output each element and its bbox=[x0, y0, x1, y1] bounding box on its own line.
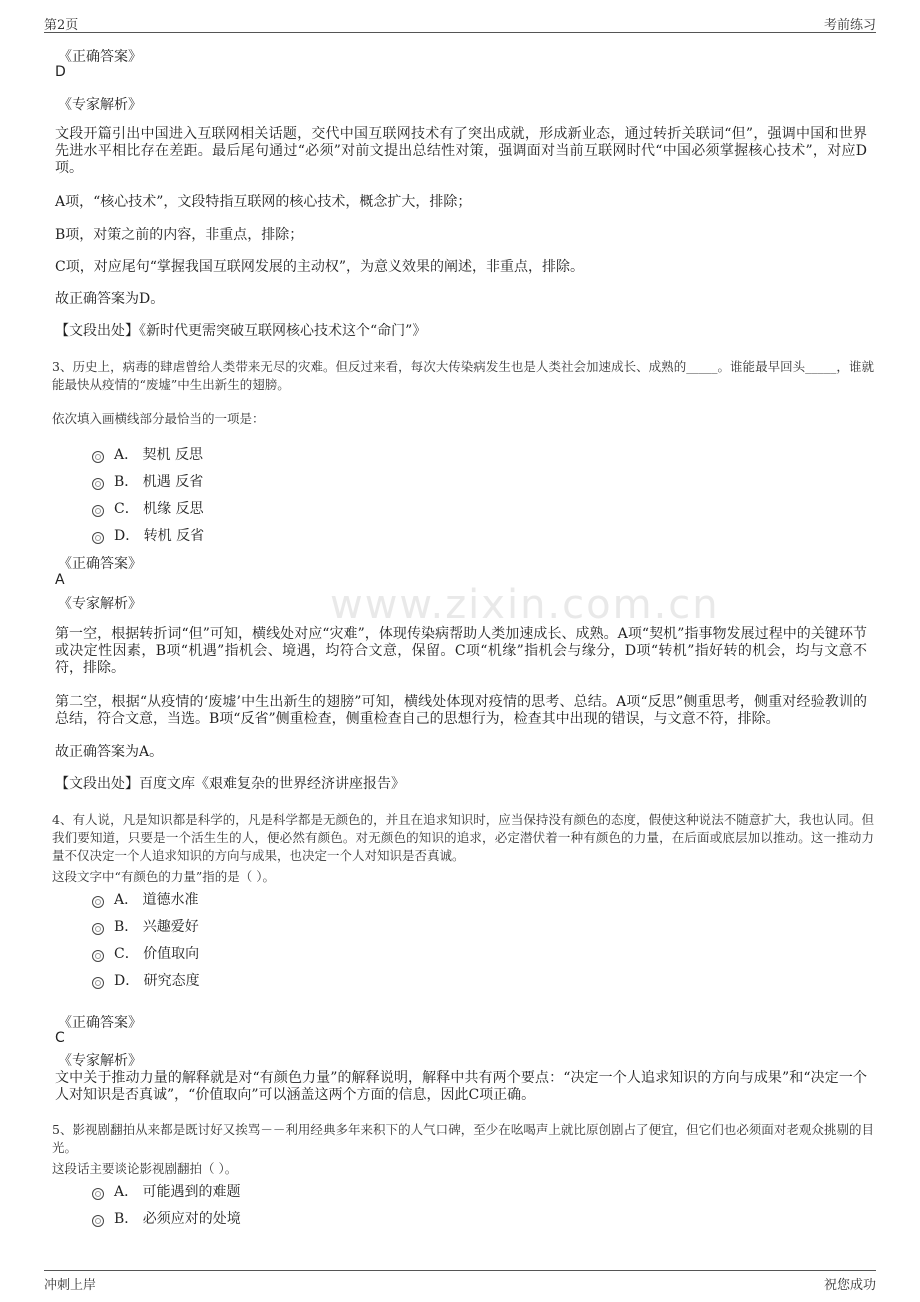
option-label: B． 必须应对的处境 bbox=[114, 1211, 241, 1227]
analysis-label: 《专家解析》 bbox=[58, 1053, 142, 1069]
source-citation: 【文段出处】《新时代更需突破互联网核心技术这个“命门”》 bbox=[55, 323, 427, 339]
option-b[interactable] bbox=[92, 471, 203, 491]
radio-icon[interactable] bbox=[92, 478, 104, 490]
option-d[interactable] bbox=[92, 525, 204, 545]
footer-right: 祝您成功 bbox=[823, 1278, 876, 1293]
radio-icon[interactable] bbox=[92, 532, 104, 544]
option-c[interactable] bbox=[92, 498, 204, 518]
option-a[interactable] bbox=[92, 1181, 241, 1201]
radio-icon[interactable] bbox=[92, 977, 104, 989]
radio-icon[interactable] bbox=[92, 451, 104, 463]
footer-left: 冲刺上岸 bbox=[44, 1278, 97, 1293]
option-b[interactable] bbox=[92, 916, 199, 936]
analysis-paragraph: 文段开篇引出中国进入互联网相关话题，交代中国互联网技术有了突出成就，形成新业态，通过转折关联词“但”，强调中国和世界先进水平相比存在差距。最后尾句通过“必须”对前文提出总结性对策，强调面对当前互联网时代“中国必须掌握核心技术”，对应D项。 bbox=[55, 126, 867, 176]
option-label: D． 研究态度 bbox=[114, 973, 200, 989]
answer-value: A bbox=[55, 572, 65, 588]
option-label: D． 转机 反省 bbox=[114, 528, 205, 544]
question-stem: 5、影视剧翻拍从来都是既讨好又挨骂－－利用经典多年来积下的人气口碑，至少在吆喝声上就比原创剧占了便宜，但它们也必须面对老观众挑剔的目光。 bbox=[52, 1122, 874, 1155]
option-label: C． 机缘 反思 bbox=[114, 501, 204, 517]
conclusion: 故正确答案为D。 bbox=[55, 291, 165, 307]
radio-icon[interactable] bbox=[92, 950, 104, 962]
radio-icon[interactable] bbox=[92, 1188, 104, 1200]
analysis-paragraph: 第一空，根据转折词“但”可知，横线处对应“灾难”，体现传染病帮助人类加速成长、成熟。A项“契机”指事物发展过程中的关键环节或决定性因素，B项“机遇”指机会、境遇，均符合文意，保留。C项“机缘”指机会与缘分，D项“转机”指好转的机会，均与文意不符，排除。 bbox=[55, 626, 867, 676]
analysis-label: 《专家解析》 bbox=[58, 596, 142, 612]
page-number: 第2页 bbox=[44, 18, 79, 33]
page-footer bbox=[44, 1270, 876, 1293]
radio-icon[interactable] bbox=[92, 896, 104, 908]
watermark: www.zixin.com.cn bbox=[330, 582, 720, 628]
answer-value: C bbox=[55, 1030, 65, 1046]
option-a[interactable] bbox=[92, 444, 203, 464]
answer-label: 《正确答案》 bbox=[58, 1015, 142, 1031]
page-header bbox=[44, 14, 876, 33]
option-a[interactable] bbox=[92, 889, 199, 909]
answer-label: 《正确答案》 bbox=[58, 556, 142, 572]
radio-icon[interactable] bbox=[92, 1215, 104, 1227]
answer-label: 《正确答案》 bbox=[58, 49, 142, 65]
option-label: A． 可能遇到的难题 bbox=[114, 1184, 241, 1200]
analysis-paragraph: 文中关于推动力量的解释就是对“有颜色力量”的解释说明，解释中共有两个要点：“决定一个人追求知识的方向与成果”和“决定一个人对知识是否真诚”，“价值取向”可以涵盖这两个方面的信息，因此C项正确。 bbox=[55, 1070, 867, 1103]
radio-icon[interactable] bbox=[92, 505, 104, 517]
option-label: A． 道德水准 bbox=[114, 892, 199, 908]
radio-icon[interactable] bbox=[92, 923, 104, 935]
analysis-paragraph: B项，对策之前的内容，非重点，排除； bbox=[55, 227, 304, 243]
analysis-paragraph: C项，对应尾句“掌握我国互联网发展的主动权”，为意义效果的阐述，非重点，排除。 bbox=[55, 259, 585, 275]
option-b[interactable] bbox=[92, 1208, 241, 1228]
option-label: B． 兴趣爱好 bbox=[114, 919, 199, 935]
analysis-paragraph: 第二空，根据“从疫情的‘废墟’中生出新生的翅膀”可知，横线处体现对疫情的思考、总结。A项“反思”侧重思考，侧重对经验教训的总结，符合文意，当选。B项“反省”侧重检查，侧重检查自己的思想行为，检查其中出现的错误，与文意不符，排除。 bbox=[55, 694, 867, 727]
question-instruction: 依次填入画横线部分最恰当的一项是： bbox=[52, 411, 265, 426]
conclusion: 故正确答案为A。 bbox=[55, 744, 164, 760]
question-stem: 3、历史上，病毒的肆虐曾给人类带来无尽的灾难。但反过来看，每次大传染病发生也是人类社会加速成长、成熟的_____。谁能最早回头_____，谁就能最快从疫情的“废墟”中生出新生的翅膀。 bbox=[52, 359, 874, 392]
answer-value: D bbox=[55, 64, 66, 80]
question-prompt: 这段话主要谈论影视剧翻拍（ ）。 bbox=[52, 1161, 238, 1176]
analysis-label: 《专家解析》 bbox=[58, 97, 142, 113]
header-section: 考前练习 bbox=[823, 18, 876, 33]
option-d[interactable] bbox=[92, 970, 200, 990]
option-label: C． 价值取向 bbox=[114, 946, 200, 962]
option-label: A． 契机 反思 bbox=[114, 447, 204, 463]
analysis-paragraph: A项，“核心技术”，文段特指互联网的核心技术，概念扩大，排除； bbox=[55, 194, 472, 210]
question-prompt: 这段文字中“有颜色的力量”指的是（ ）。 bbox=[52, 869, 276, 884]
source-citation: 【文段出处】百度文库《艰难复杂的世界经济讲座报告》 bbox=[55, 776, 405, 792]
option-c[interactable] bbox=[92, 943, 199, 963]
question-stem: 4、有人说，凡是知识都是科学的，凡是科学都是无颜色的，并且在追求知识时，应当保持没有颜色的态度，假使这种说法不随意扩大，我也认同。但我们要知道，只要是一个活生生的人，便必然有颜色。对无颜色的知识的追求，必定潜伏着一种有颜色的力量，在后面或底层加以推动。这一推动力量不仅决定一个人追求知识的方向与成果，也决定一个人对知识是否真诚。 bbox=[52, 812, 874, 863]
option-label: B． 机遇 反省 bbox=[114, 474, 204, 490]
